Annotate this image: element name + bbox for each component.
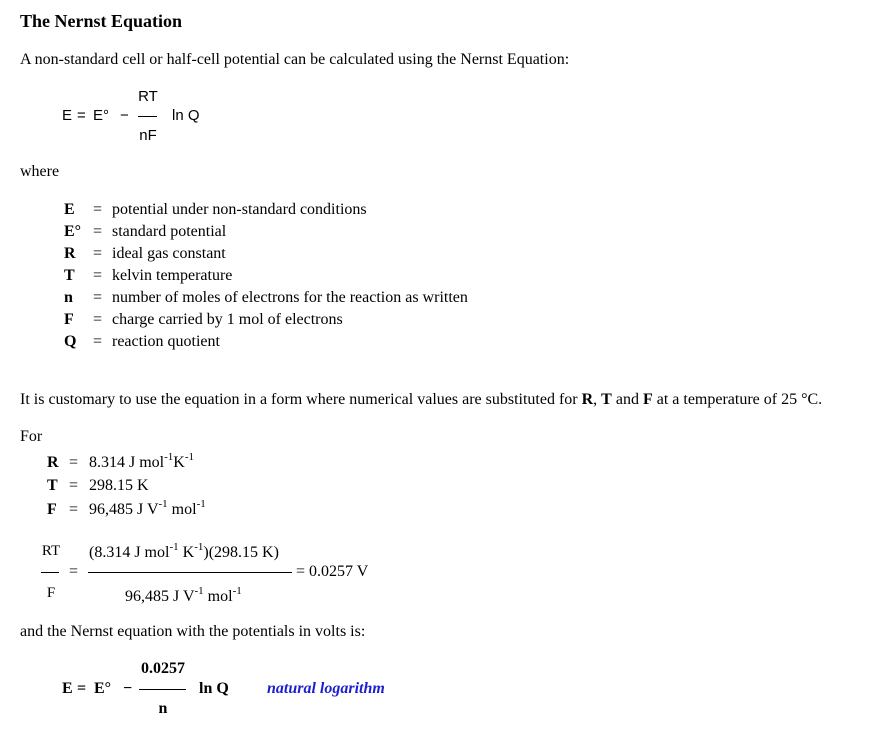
- var-desc: reaction quotient: [112, 333, 220, 350]
- symbol-t: T: [601, 391, 612, 408]
- var-equals: =: [93, 333, 103, 350]
- var-desc: number of moles of electrons for the reaction as written: [112, 289, 468, 306]
- eq1-ln: ln Q: [172, 107, 200, 124]
- var-equals: =: [93, 245, 103, 262]
- eq2-equals: =: [77, 680, 87, 697]
- eq2-e0: E°: [94, 680, 112, 697]
- eq1-denominator: nF: [139, 127, 157, 144]
- where-label: where: [20, 163, 60, 180]
- const-equals: =: [69, 477, 79, 494]
- calc-equals: =: [69, 563, 79, 580]
- const-symbol: F: [47, 501, 57, 518]
- intro-text: A non-standard cell or half-cell potential can be calculated using the Nernst Equation:: [20, 51, 570, 68]
- const-value: 96,485 J $V^{-1}$ mol$^{-1}$: [89, 498, 206, 518]
- eq2-lhs: E: [62, 680, 73, 697]
- var-symbol: T: [64, 267, 75, 284]
- var-equals: =: [93, 289, 103, 306]
- symbol-f: F: [642, 391, 653, 408]
- var-symbol: F: [64, 311, 74, 328]
- symbol-r: R: [581, 391, 594, 408]
- var-equals: =: [93, 201, 103, 218]
- eq2-denominator: n: [158, 700, 168, 717]
- calc-left-numerator: RT: [41, 543, 61, 559]
- calc-result: = 0.0257 V: [296, 563, 369, 580]
- eq2-fraction-bar: [139, 689, 186, 690]
- natural-log-note: natural logarithm: [267, 680, 385, 697]
- eq1-e0: E°: [93, 107, 110, 124]
- const-equals: =: [69, 454, 79, 471]
- page-title: The Nernst Equation: [20, 11, 183, 31]
- var-symbol: n: [64, 289, 73, 306]
- var-symbol: E: [64, 201, 75, 218]
- const-symbol: T: [47, 477, 58, 494]
- eq2-ln: ln Q: [199, 680, 229, 697]
- var-equals: =: [93, 267, 103, 284]
- var-equals: =: [93, 223, 103, 240]
- var-equals: =: [93, 311, 103, 328]
- volts-text: and the Nernst equation with the potentials in volts is:: [20, 623, 366, 640]
- var-desc: ideal gas constant: [112, 245, 226, 262]
- customary-text-1: It is customary to use the equation in a form where numerical values are substituted for: [20, 391, 582, 408]
- calc-left-bar: [41, 572, 59, 573]
- const-equals: =: [69, 501, 79, 518]
- eq1-equals: =: [77, 107, 86, 124]
- var-desc: potential under non-standard conditions: [112, 201, 367, 218]
- for-label: For: [20, 428, 43, 445]
- customary-paragraph: [20, 392, 822, 408]
- calc-denominator: 96,485 J $V^{-1}$ mol$^{-1}$: [125, 585, 242, 605]
- customary-sep: ,: [593, 391, 602, 408]
- calc-numerator: (8.314 J mol$^{-1}$ $K^{-1})(298.15$ K): [89, 541, 279, 561]
- customary-text-2: at a temperature of 25 °C.: [652, 391, 823, 408]
- var-symbol: Q: [64, 333, 77, 350]
- const-value: 298.15 K: [89, 477, 149, 494]
- calc-fraction-bar: [88, 572, 292, 573]
- calc-left-denominator: F: [46, 585, 56, 601]
- var-symbol: E°: [64, 223, 82, 240]
- customary-and: and: [611, 391, 643, 408]
- const-value: 8.314 J $mol^{-1}K^{-1}$: [89, 451, 195, 471]
- eq2-numerator: 0.0257: [141, 660, 185, 677]
- var-desc: standard potential: [112, 223, 227, 240]
- const-symbol: R: [47, 454, 59, 471]
- var-symbol: R: [64, 245, 76, 262]
- eq1-lhs: E: [62, 107, 73, 124]
- eq1-numerator: RT: [138, 88, 158, 105]
- eq2-minus: −: [123, 680, 133, 697]
- var-desc: kelvin temperature: [112, 267, 233, 284]
- eq1-fraction-bar: [138, 116, 157, 117]
- eq1-minus: −: [120, 107, 129, 124]
- var-desc: charge carried by 1 mol of electrons: [112, 311, 343, 328]
